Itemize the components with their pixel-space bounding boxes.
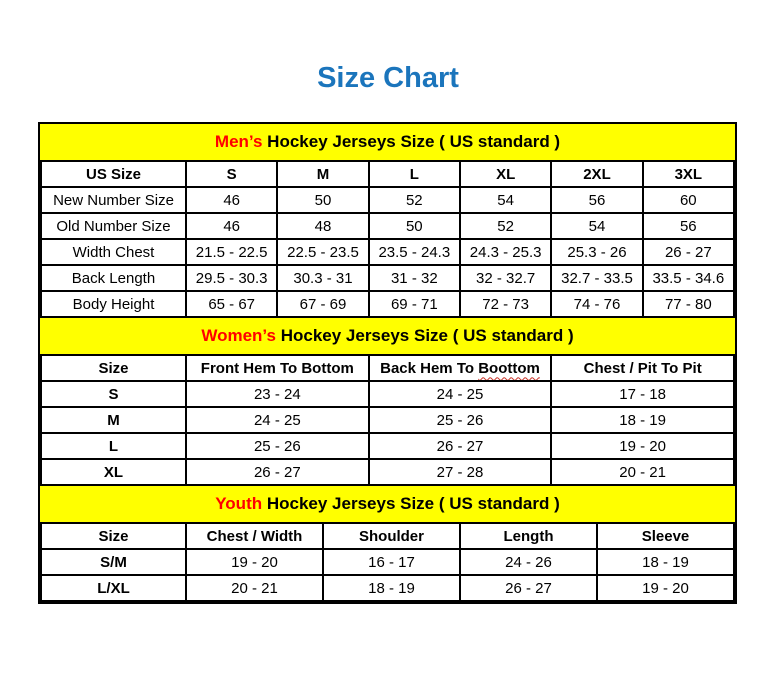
table-cell: 77 - 80: [643, 291, 734, 317]
table-cell: 65 - 67: [186, 291, 277, 317]
table-row: [41, 265, 734, 291]
table-cell: 50: [369, 213, 460, 239]
table-cell: 23.5 - 24.3: [369, 239, 460, 265]
table-cell: 19 - 20: [551, 433, 734, 459]
womens-banner-text: Hockey Jerseys Size ( US standard ): [275, 326, 574, 345]
table-row: [41, 549, 734, 575]
womens-banner: [40, 318, 735, 354]
table-cell: 29.5 - 30.3: [186, 265, 277, 291]
row-label: Old Number Size: [41, 213, 186, 239]
table-cell: 24 - 25: [186, 407, 369, 433]
table-row: [41, 433, 734, 459]
column-header: Shoulder: [323, 523, 460, 549]
table-row: [41, 291, 734, 317]
table-cell: 56: [551, 187, 642, 213]
table-row: [41, 187, 734, 213]
table-body: [41, 523, 734, 601]
page-title: Size Chart: [317, 62, 459, 94]
mens-section: [40, 124, 735, 318]
table-cell: 25 - 26: [186, 433, 369, 459]
table-cell: 20 - 21: [186, 575, 323, 601]
table-body: [41, 355, 734, 485]
table-cell: 25 - 26: [369, 407, 552, 433]
row-label: Back Length: [41, 265, 186, 291]
table-row: [41, 459, 734, 485]
column-header: Length: [460, 523, 597, 549]
table-cell: 52: [369, 187, 460, 213]
header-row: [41, 523, 734, 549]
table-cell: 26 - 27: [369, 433, 552, 459]
row-label: L/XL: [41, 575, 186, 601]
table-cell: 21.5 - 22.5: [186, 239, 277, 265]
column-header: Size: [41, 523, 186, 549]
table-cell: 46: [186, 187, 277, 213]
column-header: 2XL: [551, 161, 642, 187]
table-cell: 24 - 25: [369, 381, 552, 407]
table-cell: 22.5 - 23.5: [277, 239, 368, 265]
youth-banner-highlight: Youth: [215, 494, 263, 513]
table-cell: 26 - 27: [186, 459, 369, 485]
table-cell: 50: [277, 187, 368, 213]
table-cell: 30.3 - 31: [277, 265, 368, 291]
table-cell: 23 - 24: [186, 381, 369, 407]
size-chart: [38, 122, 737, 604]
table-cell: 60: [643, 187, 734, 213]
mens-banner-text: Hockey Jerseys Size ( US standard ): [262, 132, 561, 151]
row-label: Body Height: [41, 291, 186, 317]
table-cell: 27 - 28: [369, 459, 552, 485]
table-row: [41, 407, 734, 433]
row-label: XL: [41, 459, 186, 485]
table-cell: 33.5 - 34.6: [643, 265, 734, 291]
youth-banner-text: Hockey Jerseys Size ( US standard ): [262, 494, 560, 513]
row-label: M: [41, 407, 186, 433]
youth-size-table: [40, 522, 735, 602]
table-cell: 52: [460, 213, 551, 239]
table-cell: 17 - 18: [551, 381, 734, 407]
table-cell: 48: [277, 213, 368, 239]
table-cell: 56: [643, 213, 734, 239]
table-cell: 18 - 19: [551, 407, 734, 433]
mens-banner: [40, 124, 735, 160]
row-label: L: [41, 433, 186, 459]
column-header: US Size: [41, 161, 186, 187]
table-cell: 67 - 69: [277, 291, 368, 317]
header-text: Back Hem To: [380, 359, 479, 377]
table-cell: 19 - 20: [597, 575, 734, 601]
table-row: [41, 239, 734, 265]
column-header: Chest / Width: [186, 523, 323, 549]
womens-size-table: [40, 354, 735, 486]
row-label: S: [41, 381, 186, 407]
womens-banner-highlight: Women’s: [201, 326, 276, 345]
table-cell: 25.3 - 26: [551, 239, 642, 265]
column-header: Sleeve: [597, 523, 734, 549]
column-header: Size: [41, 355, 186, 381]
row-label: New Number Size: [41, 187, 186, 213]
table-cell: 54: [460, 187, 551, 213]
table-cell: 69 - 71: [369, 291, 460, 317]
table-cell: 32.7 - 33.5: [551, 265, 642, 291]
table-cell: 46: [186, 213, 277, 239]
table-cell: 26 - 27: [643, 239, 734, 265]
table-cell: 54: [551, 213, 642, 239]
mens-size-table: [40, 160, 735, 318]
column-header: S: [186, 161, 277, 187]
table-row: [41, 381, 734, 407]
column-header: [369, 355, 552, 381]
table-cell: 18 - 19: [323, 575, 460, 601]
mens-banner-highlight: Men’s: [214, 132, 263, 151]
table-cell: 24.3 - 25.3: [460, 239, 551, 265]
youth-section: [40, 486, 735, 602]
table-cell: 20 - 21: [551, 459, 734, 485]
row-label: Width Chest: [41, 239, 186, 265]
column-header: L: [369, 161, 460, 187]
header-row: [41, 355, 734, 381]
table-cell: 26 - 27: [460, 575, 597, 601]
table-body: [41, 161, 734, 317]
column-header: Front Hem To Bottom: [186, 355, 369, 381]
column-header: XL: [460, 161, 551, 187]
column-header: 3XL: [643, 161, 734, 187]
youth-banner: [40, 486, 735, 522]
table-cell: 31 - 32: [369, 265, 460, 291]
table-row: [41, 213, 734, 239]
table-cell: 72 - 73: [460, 291, 551, 317]
table-row: [41, 575, 734, 601]
misspelled-word: Boottom: [478, 359, 540, 377]
column-header: Chest / Pit To Pit: [551, 355, 734, 381]
table-cell: 19 - 20: [186, 549, 323, 575]
column-header: M: [277, 161, 368, 187]
womens-section: [40, 318, 735, 486]
row-label: S/M: [41, 549, 186, 575]
table-cell: 18 - 19: [597, 549, 734, 575]
table-cell: 24 - 26: [460, 549, 597, 575]
header-row: [41, 161, 734, 187]
table-cell: 74 - 76: [551, 291, 642, 317]
table-cell: 32 - 32.7: [460, 265, 551, 291]
table-cell: 16 - 17: [323, 549, 460, 575]
